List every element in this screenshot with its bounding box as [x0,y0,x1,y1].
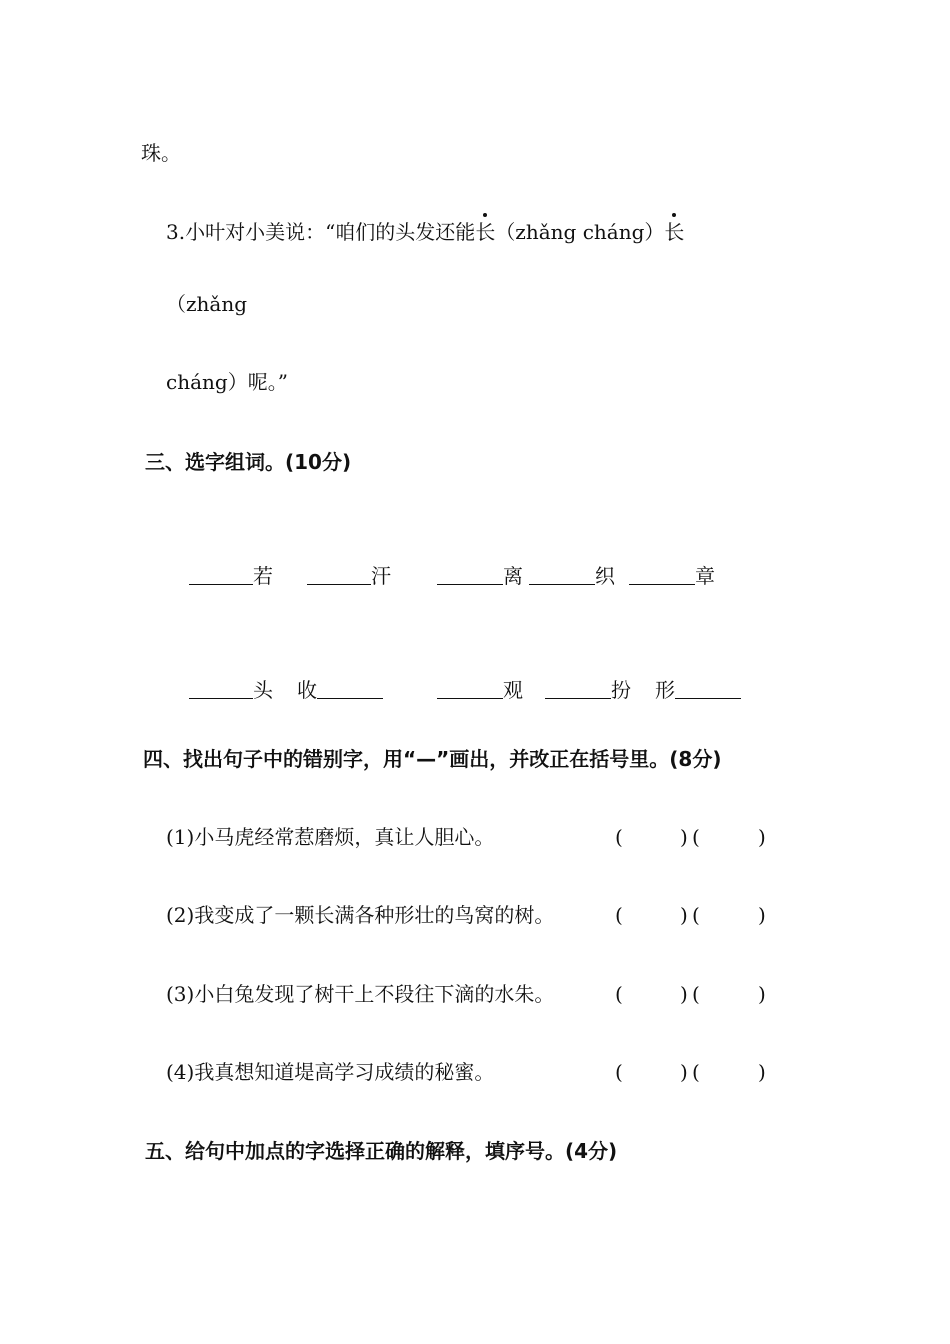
word-char: 章 [695,564,715,588]
answer-paren-open: ( [692,903,700,927]
word-char: 扮 [611,678,631,702]
answer-paren-open: ( [692,825,700,849]
section-3-title: 三、选字组词。(10分) [145,450,352,474]
fill-blank[interactable] [529,564,595,585]
fill-blank[interactable] [437,564,503,585]
correction-item: (3)小白兔发现了树干上不段往下滴的水朱。 [166,982,555,1006]
pinyin-options: （zhǎng cháng） [495,220,665,244]
dotted-char: 长 [664,220,685,244]
question-3-text: 3.小叶对小美说：“咱们的头发还能 [166,220,476,244]
word-char: 织 [595,564,615,588]
answer-paren-open: ( [615,1060,623,1084]
answer-paren-close: ) [758,903,766,927]
word-row-1 [189,563,715,589]
answer-paren-close: ) [758,1060,766,1084]
word-char: 形 [655,678,675,702]
correction-item: (4)我真想知道堤高学习成绩的秘蜜。 [166,1060,495,1084]
text-line: 珠。 [141,141,181,165]
answer-paren-close: ) [680,825,688,849]
answer-paren-close: ) [680,903,688,927]
answer-paren-close: ) [680,982,688,1006]
correction-item: (1)小马虎经常惹磨烦，真让人胆心。 [166,825,495,849]
answer-paren-close: ) [680,1060,688,1084]
answer-paren-open: ( [692,982,700,1006]
section-4-title: 四、找出句子中的错别字，用“—”画出，并改正在括号里。(8分) [143,747,722,771]
question-3-line-2: （zhǎng [166,292,248,316]
question-3-line-3: cháng）呢。” [166,370,288,394]
dotted-char: 长 [475,220,496,244]
fill-blank[interactable] [437,678,503,699]
section-5-title: 五、给句中加点的字选择正确的解释，填序号。(4分) [145,1139,618,1163]
answer-paren-open: ( [692,1060,700,1084]
fill-blank[interactable] [675,678,741,699]
question-3-line-1 [166,219,684,245]
word-char: 汗 [371,564,391,588]
fill-blank[interactable] [545,678,611,699]
answer-paren-close: ) [758,982,766,1006]
fill-blank[interactable] [189,678,253,699]
word-char: 若 [253,564,273,588]
word-row-2 [189,677,741,703]
fill-blank[interactable] [189,564,253,585]
word-char: 收 [297,678,317,702]
answer-paren-open: ( [615,903,623,927]
word-char: 观 [503,678,523,702]
answer-paren-open: ( [615,825,623,849]
correction-item: (2)我变成了一颗长满各种形壮的鸟窝的树。 [166,903,555,927]
fill-blank[interactable] [317,678,383,699]
fill-blank[interactable] [307,564,371,585]
answer-paren-open: ( [615,982,623,1006]
word-char: 离 [503,564,523,588]
fill-blank[interactable] [629,564,695,585]
answer-paren-close: ) [758,825,766,849]
word-char: 头 [253,678,273,702]
